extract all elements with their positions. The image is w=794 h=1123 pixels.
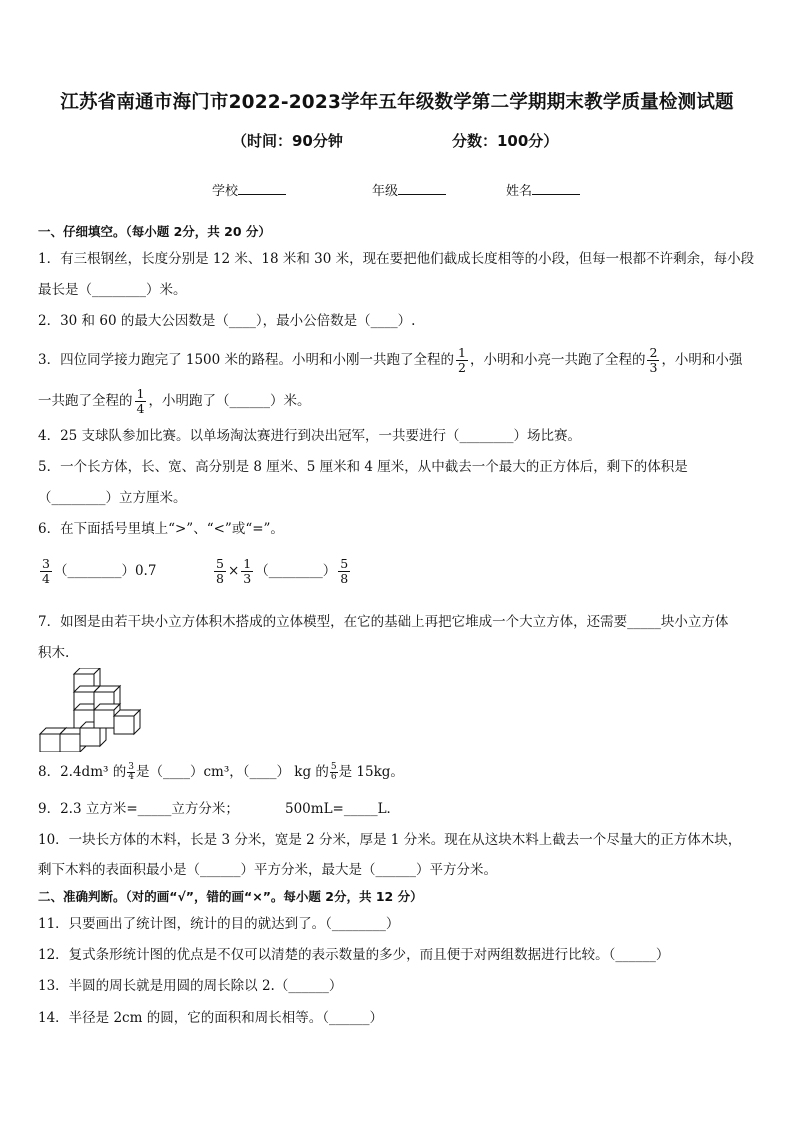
- question-6: 6．在下面括号里填上“>”、“<”或“=”。: [38, 521, 284, 537]
- fraction: $\frac{5}{8}$: [216, 556, 224, 586]
- cube: [114, 710, 140, 734]
- question-6-b: [212, 557, 352, 586]
- q3-text-c: ，小明和小强: [661, 352, 743, 368]
- question-10-line2: 剩下木料的表面积最小是（______）平方分米，最大是（______）平方分米。: [38, 862, 497, 878]
- school-field[interactable]: [212, 180, 286, 199]
- school-blank[interactable]: [238, 182, 286, 195]
- name-label: 姓名: [506, 184, 533, 199]
- question-9-b: 500mL=_____L．: [285, 801, 401, 817]
- question-6-a: [38, 557, 156, 586]
- name-blank[interactable]: [532, 182, 580, 195]
- question-3-line1: [38, 346, 742, 375]
- page-title: 江苏省南通市海门市2022-2023学年五年级数学第二学期期末教学质量检测试题: [60, 92, 734, 113]
- q6-a-blank: （________）0.7: [53, 563, 157, 579]
- fraction: $\frac{3}{4}$: [128, 762, 134, 782]
- question-12: 12．复式条形统计图的优点是不仅可以清楚的表示数量的多少，而且便于对两组数据进行比较。（______）: [38, 947, 670, 963]
- q3-text-b: ，小明和小亮一共跑了全程的: [469, 352, 646, 368]
- question-2: 2．30 和 60 的最大公因数是（____），最小公倍数是（____）.: [38, 313, 416, 329]
- grade-blank[interactable]: [398, 182, 446, 195]
- question-11: 11．只要画出了统计图，统计的目的就达到了。（________）: [38, 916, 400, 932]
- section-heading-2: 二、准确判断。（对的画“√”，错的画“×”。每小题 2分，共 12 分）: [38, 889, 423, 904]
- question-3-line2: [38, 387, 310, 416]
- q6-b-blank: （________）: [255, 563, 337, 579]
- fraction: $\frac{1}{4}$: [136, 386, 145, 416]
- question-4: 4．25 支球队参加比赛。以单场淘汰赛进行到决出冠军，一共要进行（________）场比赛。: [38, 428, 582, 444]
- fraction: $\frac{1}{2}$: [458, 345, 466, 375]
- name-field[interactable]: [506, 180, 580, 199]
- q8-text-c: 是 15kg。: [338, 764, 404, 780]
- fraction: $\frac{5}{6}$: [330, 762, 337, 782]
- exam-score: 分数：100分）: [452, 132, 559, 150]
- question-7-line1: 7．如图是由若干块小立方体积木搭成的立体模型，在它的基础上再把它堆成一个大立方体，还需要_____块小立方体: [38, 614, 729, 630]
- q3-text-d: 一共跑了全程的: [38, 393, 133, 409]
- question-10-line1: 10．一块长方体的木料，长是 3 分米，宽是 2 分米，厚是 1 分米。现在从这块木料上截去一个尽量大的正方体木块，: [38, 832, 742, 848]
- question-9-a: 9．2.3 立方米=_____立方分米；: [38, 801, 239, 817]
- question-13: 13．半圆的周长就是用圆的周长除以 2.（______）: [38, 978, 343, 994]
- cube-stack-figure: [38, 668, 142, 752]
- question-1-line2: 最长是（________）米。: [38, 282, 187, 298]
- fraction: $\frac{5}{8}$: [340, 556, 349, 586]
- question-7-line2: 积木.: [38, 645, 70, 661]
- fraction: $\frac{1}{3}$: [243, 556, 252, 586]
- q3-text-e: ，小明跑了（______）米。: [148, 393, 311, 409]
- grade-label: 年级: [372, 184, 399, 199]
- question-5-line1: 5．一个长方体，长、宽、高分别是 8 厘米、5 厘米和 4 厘米，从中截去一个最大的正方体后，剩下的体积是: [38, 459, 688, 475]
- section-heading-1: 一、仔细填空。（每小题 2分，共 20 分）: [38, 224, 271, 239]
- question-8: [38, 762, 404, 782]
- grade-field[interactable]: [372, 180, 446, 199]
- q8-text-a: 8．2.4dm³ 的: [38, 764, 127, 780]
- times-sign: ×: [227, 563, 240, 579]
- school-label: 学校: [212, 184, 239, 199]
- q3-text-a: 3．四位同学接力跑完了 1500 米的路程。小明和小刚一共跑了全程的: [38, 352, 455, 368]
- question-14: 14．半径是 2cm 的圆，它的面积和周长相等。（______）: [38, 1010, 383, 1026]
- question-5-line2: （________）立方厘米。: [38, 490, 187, 506]
- exam-time: （时间：90分钟: [232, 132, 343, 150]
- fraction: $\frac{2}{3}$: [649, 345, 658, 375]
- question-1-line1: 1．有三根钢丝，长度分别是 12 米、18 米和 30 米，现在要把他们截成长度相等的小段，但每一根都不许剩余，每小段: [38, 251, 755, 267]
- q8-text-b: 是（____）cm³，（____） kg 的: [135, 764, 329, 780]
- fraction: $\frac{3}{4}$: [42, 556, 50, 586]
